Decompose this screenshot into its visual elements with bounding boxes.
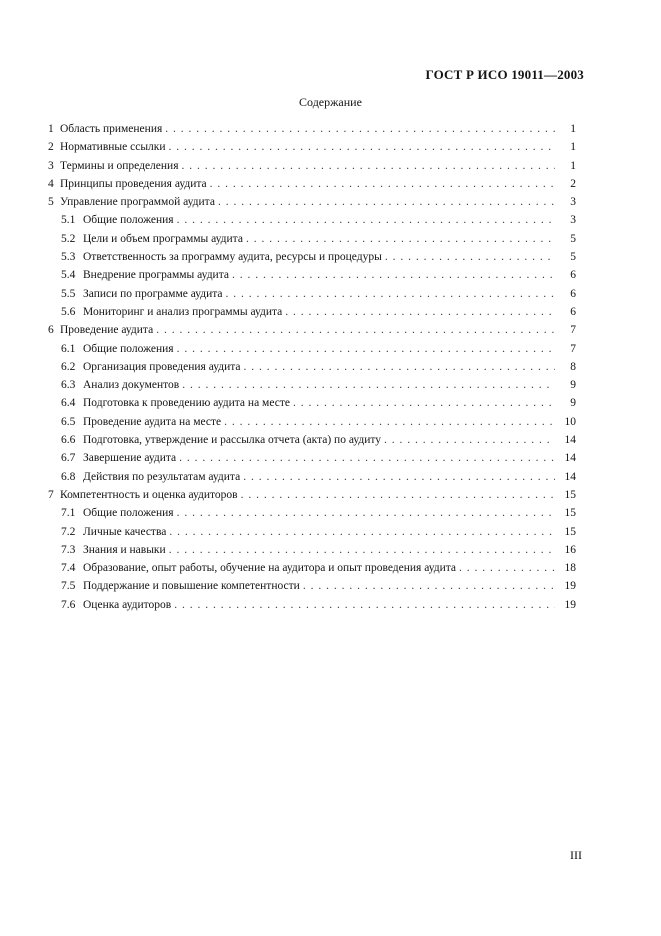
toc-entry-title: Нормативные ссылки xyxy=(60,141,166,154)
toc-entry xyxy=(48,434,576,452)
toc-entry-title: Записи по программе аудита xyxy=(83,287,223,300)
toc-entry xyxy=(48,178,576,196)
toc-entry-title: Подготовка к проведению аудита на месте xyxy=(83,397,290,410)
toc-entry xyxy=(48,288,576,306)
toc-entry xyxy=(48,580,576,598)
toc-entry xyxy=(48,397,576,415)
toc-entry-number: 6.6 xyxy=(61,434,76,447)
toc-leader-dots xyxy=(226,288,555,300)
toc-entry-title: Организация проведения аудита xyxy=(83,360,241,373)
toc-entry-page: 14 xyxy=(564,470,576,483)
toc-entry-title: Образование, опыт работы, обучение на аудитора и опыт проведения аудита xyxy=(83,562,457,575)
toc-entry xyxy=(48,416,576,434)
toc-entry-page: 5 xyxy=(570,251,576,264)
toc-entry-page: 6 xyxy=(570,305,576,318)
toc-entry-title: Компетентность и оценка аудиторов xyxy=(60,488,238,501)
toc-leader-dots xyxy=(243,471,555,483)
toc-entry-title: Мониторинг и анализ программы аудита xyxy=(83,305,283,318)
toc-entry-page: 10 xyxy=(564,415,576,428)
toc-entry-number: 6 xyxy=(48,324,54,337)
toc-leader-dots xyxy=(165,123,555,135)
toc-leader-dots xyxy=(384,434,555,446)
toc-entry-number: 6.2 xyxy=(61,360,76,373)
toc-entry-page: 19 xyxy=(564,598,576,611)
toc-leader-dots xyxy=(169,526,555,538)
toc-entry-number: 7 xyxy=(48,488,54,501)
toc-leader-dots xyxy=(169,141,555,153)
toc-entry-number: 5.5 xyxy=(61,287,76,300)
toc-entry-title: Личные качества xyxy=(83,525,167,538)
toc-entry-title: Оценка аудиторов xyxy=(83,598,172,611)
toc-entry-number: 6.7 xyxy=(61,452,76,465)
toc-entry xyxy=(48,123,576,141)
toc-entry-page: 16 xyxy=(564,543,576,556)
toc-entry-page: 3 xyxy=(570,214,576,227)
toc-leader-dots xyxy=(177,343,555,355)
toc-entry-page: 15 xyxy=(564,525,576,538)
toc-entry-title: Действия по результатам аудита xyxy=(83,470,241,483)
toc-entry-number: 7.5 xyxy=(61,580,76,593)
toc-entry xyxy=(48,526,576,544)
toc-entry xyxy=(48,489,576,507)
toc-entry-page: 6 xyxy=(570,287,576,300)
toc-entry xyxy=(48,251,576,269)
toc-entry xyxy=(48,507,576,525)
toc-entry-title: Подготовка, утверждение и рассылка отчета (акта) по аудиту xyxy=(83,434,382,447)
toc-entry-number: 5.6 xyxy=(61,305,76,318)
toc-leader-dots xyxy=(177,214,555,226)
toc-entry-number: 1 xyxy=(48,123,54,135)
toc-entry-title: Знания и навыки xyxy=(83,543,166,556)
toc-entry-title: Проведение аудита xyxy=(60,324,154,337)
toc-entry-title: Общие положения xyxy=(83,342,174,355)
page-title: Содержание xyxy=(299,95,362,109)
toc-entry-title: Принципы проведения аудита xyxy=(60,177,207,190)
toc-entry-number: 5.2 xyxy=(61,232,76,245)
toc-entry-number: 6.8 xyxy=(61,470,76,483)
toc-leader-dots xyxy=(246,233,555,245)
toc-entry-page: 5 xyxy=(570,232,576,245)
toc-leader-dots xyxy=(303,580,555,592)
toc-entry-page: 7 xyxy=(570,324,576,337)
toc-entry-page: 9 xyxy=(570,397,576,410)
toc-entry-number: 7.1 xyxy=(61,507,76,520)
toc-entry-title: Внедрение программы аудита xyxy=(83,269,229,282)
toc-entry xyxy=(48,306,576,324)
toc-entry-page: 14 xyxy=(564,434,576,447)
toc-entry-number: 5.4 xyxy=(61,269,76,282)
toc-entry-title: Область применения xyxy=(60,123,163,135)
toc-leader-dots xyxy=(241,489,555,501)
toc-entry-page: 1 xyxy=(570,159,576,172)
toc-entry-title: Проведение аудита на месте xyxy=(83,415,222,428)
toc-entry-page: 2 xyxy=(570,177,576,190)
toc-entry-title: Ответственность за программу аудита, ресурсы и процедуры xyxy=(83,251,382,264)
toc-leader-dots xyxy=(285,306,555,318)
toc-entry-number: 6.5 xyxy=(61,415,76,428)
toc-entry-number: 6.3 xyxy=(61,379,76,392)
toc-entry xyxy=(48,452,576,470)
toc-entry-number: 2 xyxy=(48,141,54,154)
document-header: ГОСТ Р ИСО 19011—2003 xyxy=(425,67,584,82)
toc-entry-title: Термины и определения xyxy=(60,159,179,172)
toc-entry xyxy=(48,214,576,232)
toc-entry-page: 6 xyxy=(570,269,576,282)
toc-entry-page: 9 xyxy=(570,379,576,392)
toc-entry xyxy=(48,160,576,178)
toc-leader-dots xyxy=(182,160,556,172)
toc-entry-title: Завершение аудита xyxy=(83,452,177,465)
toc-leader-dots xyxy=(182,379,555,391)
toc-entry-title: Управление программой аудита xyxy=(60,196,215,209)
toc-entry-number: 4 xyxy=(48,177,54,190)
toc-leader-dots xyxy=(293,397,555,409)
toc-entry xyxy=(48,562,576,580)
toc-entry-page: 7 xyxy=(570,342,576,355)
toc-leader-dots xyxy=(459,562,555,574)
toc-leader-dots xyxy=(385,251,555,263)
toc-leader-dots xyxy=(218,196,555,208)
toc-leader-dots xyxy=(224,416,555,428)
toc-entry xyxy=(48,471,576,489)
toc-leader-dots xyxy=(244,361,555,373)
toc-entry-number: 7.4 xyxy=(61,562,76,575)
toc-leader-dots xyxy=(177,507,555,519)
toc-entry-number: 7.3 xyxy=(61,543,76,556)
toc-entry-page: 1 xyxy=(570,141,576,154)
toc-entry-title: Общие положения xyxy=(83,214,174,227)
toc-entry xyxy=(48,343,576,361)
toc-entry xyxy=(48,269,576,287)
toc-entry xyxy=(48,379,576,397)
toc-entry-page: 15 xyxy=(564,488,576,501)
toc-entry-number: 3 xyxy=(48,159,54,172)
toc-entry-page: 19 xyxy=(564,580,576,593)
toc-entry-title: Анализ документов xyxy=(83,379,180,392)
toc-entry-number: 7.6 xyxy=(61,598,76,611)
toc-entry-number: 5 xyxy=(48,196,54,209)
table-of-contents xyxy=(48,123,576,617)
toc-leader-dots xyxy=(232,269,555,281)
toc-entry xyxy=(48,544,576,562)
toc-entry-page: 3 xyxy=(570,196,576,209)
toc-leader-dots xyxy=(210,178,555,190)
toc-entry-page: 14 xyxy=(564,452,576,465)
toc-entry-title: Поддержание и повышение компетентности xyxy=(83,580,300,593)
toc-entry-title: Общие положения xyxy=(83,507,174,520)
toc-leader-dots xyxy=(169,544,555,556)
toc-entry-number: 5.3 xyxy=(61,251,76,264)
toc-entry xyxy=(48,141,576,159)
page-number: III xyxy=(570,848,582,862)
toc-entry-number: 7.2 xyxy=(61,525,76,538)
toc-entry xyxy=(48,233,576,251)
toc-entry-page: 1 xyxy=(570,123,576,135)
toc-entry-number: 6.4 xyxy=(61,397,76,410)
toc-entry-number: 6.1 xyxy=(61,342,76,355)
toc-leader-dots xyxy=(174,599,555,611)
toc-entry xyxy=(48,599,576,617)
toc-entry xyxy=(48,196,576,214)
toc-entry xyxy=(48,324,576,342)
toc-entry-page: 15 xyxy=(564,507,576,520)
toc-entry-number: 5.1 xyxy=(61,214,76,227)
toc-leader-dots xyxy=(179,452,555,464)
toc-entry-page: 8 xyxy=(570,360,576,373)
toc-entry-page: 18 xyxy=(564,562,576,575)
toc-entry xyxy=(48,361,576,379)
toc-leader-dots xyxy=(156,324,555,336)
toc-entry-title: Цели и объем программы аудита xyxy=(83,232,243,245)
